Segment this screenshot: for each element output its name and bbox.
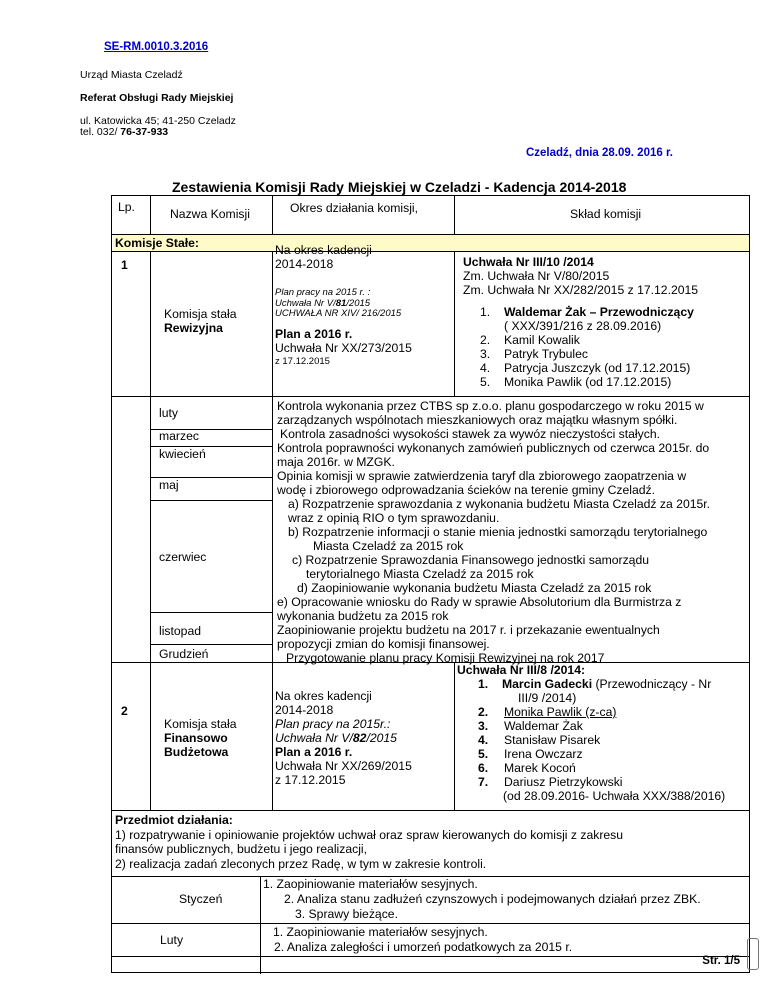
section-header-fill [113,235,749,251]
task-line: wykonania budżetu za 2015 rok [277,609,449,623]
plan-part: Uchwała Nr V/ [275,731,353,745]
task-line: e) Opracowanie wniosku do Rady w sprawie Absolutorium dla Burmistrza z [277,595,682,609]
committee-2-name-line1: Finansowo [164,731,228,745]
month-label: marzec [159,429,199,443]
office-phone [80,126,168,138]
month-label: czerwiec [159,550,207,564]
month-february: Luty [160,933,184,947]
task-line: d) Zaopiniowanie wykonania budżetu Miasta Czeladź za 2015 rok [297,581,652,595]
header-period: Okres działania komisji, [290,201,419,215]
task-line: propozycji zmian do komisji finansowej. [277,637,490,651]
plan-part: Uchwała Nr V/ [275,298,336,309]
task-line: Kontrola poprawności wykonanych zamówień publicznych od czerwca 2015r. do [277,441,710,455]
member-number: 3. [480,347,491,361]
rule [272,196,273,234]
committee-2-plan2016-date: z 17.12.2015 [275,773,346,787]
rule [150,500,272,501]
committee-2-plan2015-title: Plan pracy na 2015r.: [275,717,391,731]
task-line: Kontrola zasadności wysokości stawek za wywóz nieczystości stałych. [280,427,660,441]
chairman-name: Marcin Gadecki [502,677,593,691]
task-line: Miasta Czeladź za 2015 rok [313,539,464,553]
member-name: ( XXX/391/216 z 28.09.2016) [504,319,662,333]
february-task: 1. Zaopiniowanie materiałów sesyjnych. [273,925,488,939]
member-name: Patryk Trybulec [504,347,588,361]
document-title: Zestawienia Komisji Rady Miejskiej w Czeladzi - Kadencja 2014-2018 [172,179,627,195]
month-label: Grudzień [159,647,209,661]
member-name: III/9 /2014) [518,691,577,705]
january-task: 3. Sprawy bieżące. [295,907,398,921]
committee-1-period-line2: 2014-2018 [275,257,334,271]
page-number: Str. 1/5 [702,955,740,967]
member-name: Waldemar Żak – Przewodniczący [504,305,694,319]
month-label: maj [159,478,179,492]
member-number: 4. [478,733,489,747]
plan-part-bold: 82 [352,731,367,745]
committee-2-plan2015-resolution [275,731,397,745]
committee-2-name-line2: Budżetowa [164,745,229,759]
task-line: zarządzanych wspólnotach mieszkaniowych oraz majątku własnym spółki. [277,413,678,427]
member-name: Marek Kocoń [504,761,576,775]
committee-1-plan2015-title: Plan pracy na 2015 r. : [275,287,371,298]
month-january: Styczeń [179,892,223,906]
committee-1-lp: 1 [121,258,128,272]
phone-label: tel. 032/ [80,126,121,138]
member-name: Waldemar Żak [504,719,583,733]
member-number: 3. [478,719,489,733]
rule [112,956,749,957]
month-label: luty [159,406,178,420]
subject-line: Przedmiot działania: [115,813,233,827]
rule [112,396,749,397]
member-number: 7. [478,775,489,789]
rule [260,876,261,974]
committee-2-period-line2: 2014-2018 [275,703,334,717]
committee-2-plan2016-title: Plan a 2016 r. [275,745,353,759]
member-name: Irena Owczarz [504,747,583,761]
task-line: c) Rozpatrzenie Sprawozdania Finansowego jednostki samorządu [292,553,650,567]
rule [150,251,151,810]
committee-2-resolution: Uchwała Nr III/8 /2014: [457,663,586,677]
rule [150,196,151,234]
task-line: terytorialnego Miasta Czeladź za 2015 rok [306,567,534,581]
rule [112,251,749,252]
member-name: (od 28.09.2016- Uchwała XXX/388/2016) [503,789,726,803]
committee-1-period-line1: Na okres kadencji [275,243,372,257]
rule [272,251,273,810]
committee-2-type: Komisja stała [164,717,237,731]
member-number: 5. [480,375,491,389]
member-name: Dariusz Pietrzykowski [504,775,623,789]
member-name: Patrycja Juszczyk (od 17.12.2015) [504,361,691,375]
plan-part-bold: 81 [335,298,347,309]
february-task: 2. Analiza zaległości i umorzeń podatkowych za 2015 r. [274,940,573,954]
committee-2-period-line1: Na okres kadencji [275,689,372,703]
rule [150,644,272,645]
office-address: ul. Katowicka 45; 41-250 Czeladz [80,115,236,127]
office-name: Urząd Miasta Czeladź [80,69,183,81]
header-members: Skład komisji [570,207,642,221]
header-lp: Lp. [118,200,135,214]
member-number: 5. [478,747,489,761]
task-line: Przygotowanie planu pracy Komisji Rewizyjnej na rok 2017 [286,651,605,665]
committee-1-plan2016-resolution: Uchwała Nr XX/273/2015 [275,341,412,355]
committee-2-plan2016-resolution: Uchwała Nr XX/269/2015 [275,759,412,773]
rule [112,810,749,811]
document-date: Czeladź, dnia 28.09. 2016 r. [525,147,673,159]
office-department: Referat Obsługi Rady Miejskiej [80,92,234,104]
task-line: maja 2016r. w MZGK. [277,455,395,469]
plan-part: /2015 [346,298,371,309]
rule [454,196,455,234]
document-reference[interactable]: SE-RM.0010.3.2016 [104,41,209,53]
committee-2-lp: 2 [121,704,128,718]
january-task: 2. Analiza stanu zadłużeń czynszowych i podejmowanych działań przez ZBK. [284,892,701,906]
committee-1-resolution: Uchwała Nr III/10 /2014 [463,255,594,269]
committee-1-name: Rewizyjna [164,321,223,335]
task-line: Kontrola wykonania przez CTBS sp z.o.o. planu gospodarczego w roku 2015 w [277,399,704,413]
rule [112,923,749,924]
member-number: 1. [478,677,489,691]
subject-line: 2) realizacja zadań zleconych przez Radę, w tym w zakresie kontroli. [115,856,487,871]
january-task: 1. Zaopiniowanie materiałów sesyjnych. [263,877,478,891]
committee-1-plan2015-amend: UCHWAŁA NR XIV/ 216/2015 [275,308,402,319]
member-name: Monika Pawlik (od 17.12.2015) [504,375,672,389]
task-line: Opinia komisji w sprawie zatwierdzenia taryf dla zbiorowego zaopatrzenia w [277,469,687,483]
committee-1-type: Komisja stała [164,307,237,321]
member-number: 6. [478,761,489,775]
month-label: kwiecień [159,447,206,461]
task-line: Zaopiniowanie projektu budżetu na 2017 r. i przekazanie ewentualnych [277,623,660,637]
subject-line: 1) rozpatrywanie i opiniowanie projektów uchwał oraz spraw kierowanych do komisji z zakresu [115,827,624,842]
member-number: 4. [480,361,491,375]
task-line: wodę i zbiorowego odprowadzania ścieków na terenie gminy Czeladź. [277,483,656,497]
member-number: 1. [480,305,491,319]
member-name: Monika Pawlik (z-ca) [504,705,617,719]
committee-1-amendment-1: Zm. Uchwała Nr V/80/2015 [463,269,610,283]
rule [150,612,272,613]
member-number: 2. [480,333,491,347]
committee-1-plan2016-date: z 17.12.2015 [275,356,330,367]
plan-part: /2015 [366,731,397,745]
member-name [502,677,711,691]
member-name: Stanisław Pisarek [504,733,601,747]
return-mark-icon [747,938,759,970]
rule [454,662,455,810]
committee-1-amendment-2: Zm. Uchwała Nr XX/282/2015 z 17.12.2015 [463,283,699,297]
task-line: b) Rozpatrzenie informacji o stanie mienia jednostki samorządu terytorialnego [288,525,708,539]
subject-line: finansów publicznych, budżetu i jego realizacji, [115,842,368,856]
member-name: Kamil Kowalik [504,333,580,347]
task-line: wraz z opinią RIO o tym sprawozdaniu. [288,511,500,525]
task-line: a) Rozpatrzenie sprawozdania z wykonania budżetu Miasta Czeladź za 2015r. [288,497,711,511]
chairman-role: (Przewodniczący - Nr [592,677,712,691]
committee-1-plan2016-title: Plan a 2016 r. [275,327,353,341]
committees-table [111,195,750,973]
section-title: Komisje Stałe: [115,236,199,250]
rule [454,251,455,396]
member-number: 2. [478,705,489,719]
phone-number: 76-37-933 [120,126,169,138]
month-label: listopad [159,624,202,638]
header-name: Nazwa Komisji [170,207,250,221]
